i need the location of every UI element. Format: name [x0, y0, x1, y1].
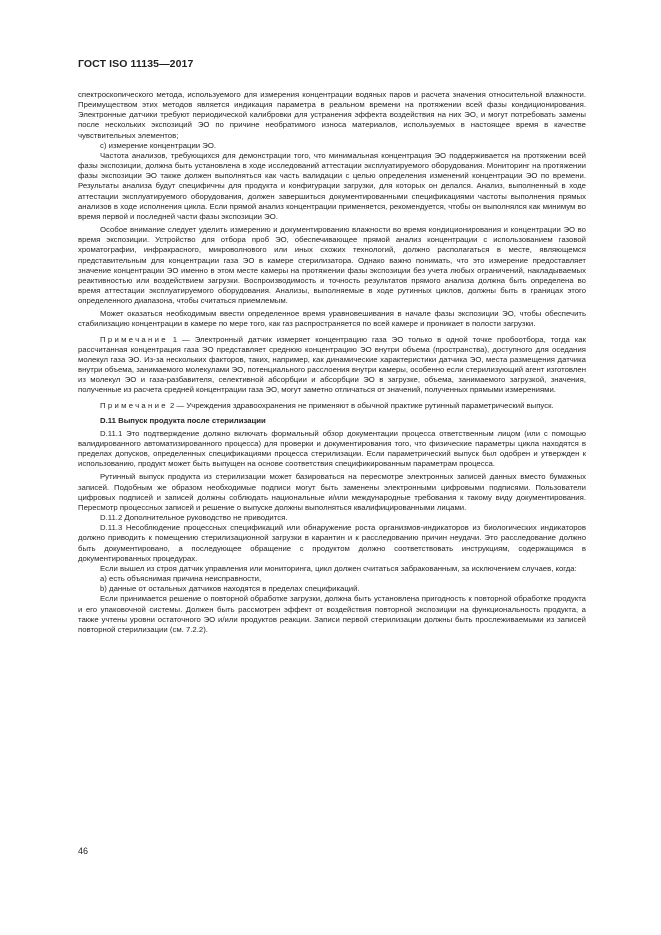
note-text: 2 — Учреждения здравоохранения не применяют в обычной практике рутинный параметрический выпуск.: [167, 400, 554, 410]
list-item: с) измерение концентрации ЭО.: [100, 140, 217, 150]
paragraph: D.11.1 Это подтверждение должно включать формальный обзор документации процесса ответственным лицом (или с помощью валидированного автоматизированного процесса) для проверки и документирования того, что физические параметры цикла находятся в пределах допусков, определенных спецификациями процесса стерилизации. Если параметрический выпуск был одобрен и утвержден к использованию, продукт может быть выпущен на основе соответствия спецификированным параметрам процесса.: [78, 428, 586, 469]
paragraph: Частота анализов, требующихся для демонстрации того, что минимальная концентрация ЭО поддерживается на протяжении всей фазы экспозиции, должна быть установлена в ходе исследований аттестации эксплуатируемого оборудования. Мониторинг на протяжении фазы экспозиции ЭО также должен выполняться как часть валидации с целью определения изменений концентрации ЭО по времени. Результаты анализа будут специфичны для продукта и конфигурации загрузки, для которых он делался. Анализ, выполненный в ходе аттестации эксплуатируемого оборудования, должен завершиться документированными спецификациями частоты выполнения прямых анализов в ходе исполнения цикла. Если прямой анализ концентрации применяется, рекомендуется, чтобы он выполнялся как минимум во время первой и последней части фазы экспозиции ЭО.: [78, 150, 586, 221]
note-2: [78, 401, 586, 411]
note-label: Примечание: [100, 400, 168, 410]
note-label: Примечание: [100, 334, 168, 344]
section-title: D.11 Выпуск продукта после стерилизации: [100, 415, 266, 425]
paragraph: Если вышел из строя датчик управления или мониторинга, цикл должен считаться забракованным, за исключением случаев, когда:: [100, 563, 577, 573]
page-body: [78, 90, 586, 635]
paragraph: Если принимается решение о повторной обработке загрузки, должна быть установлена пригодность к повторной обработке продукта и его упаковочной системы. Должен быть рассмотрен эффект от воздействия повторной экспозиции на функциональность продукта, а также учтены уровни остаточного ЭО и/или продуктов реакции. Записи первой стерилизации должны быть прослеживаемыми из записей повторной стерилизации (см. 7.2.2).: [78, 594, 586, 634]
paragraph: D.11.2 Дополнительное руководство не приводится.: [100, 513, 288, 523]
paragraph: D.11.3 Несоблюдение процессных спецификаций или обнаружение роста организмов-индикаторов из биологических индикаторов должно приводить к помещению стерилизационной загрузки в карантин и к расследованию причин неудачи. Это расследование должно быть документировано, а последующее обращение с продуктом должно соответствовать инструкциям, содержащимся в документированных процедурах.: [78, 523, 586, 563]
page-number: 46: [78, 846, 89, 856]
paragraph: Может оказаться необходимым ввести определенное время уравновешивания в начале фазы экспозиции ЭО, чтобы обеспечить стабилизацию концентрации в камере по мере того, как газ распространяется по всей камере и проникает в полости загрузки.: [78, 309, 586, 329]
note-1: [78, 335, 586, 396]
list-item: а) есть объяснимая причина неисправности,: [100, 574, 262, 584]
paragraph: Особое внимание следует уделить измерению и документированию влажности во время кондиционирования и концентрации ЭО во время экспозиции. Устройство для отбора проб ЭО, обеспечивающее прямой анализ концентрации с использованием газовой хроматографии, инфракрасного, микроволнового или иных схожих технологий, должно располагаться в месте, являющемся представительным для концентрации газа ЭО в камере стерилизатора. Однако важно понимать, что это измерение предоставляет значение концентрации ЭО именно в этом месте камеры на протяжении фазы экспозиции без учета любых ограничений, накладываемых реактивностью или воздействием загрузки. Воспроизводимость и точность результатов прямого анализа должна быть определена во время аттестации эксплуатируемого оборудования. Анализы, выполняемые в ходе рутинных циклов, должны быть в границах этого определенного диапазона, чтобы считаться приемлемым.: [78, 225, 586, 306]
paragraph: спектроскопического метода, используемого для измерения концентрации водяных паров и расчета значения относительной влажности. Преимуществом этих методов является индикация параметра в реальном времени на протяжении всей фазы кондиционирования. Электронные датчики требуют периодической калибровки для устранения эффекта воздействия на них ЭО, и могут потребовать замены после нескольких экспозиций ЭО по причине необратимого износа материалов, используемых в настоящее время в качестве чувствительных элементов;: [78, 90, 586, 140]
note-text: 1 — Электронный датчик измеряет концентрацию газа ЭО только в одной точке пробоотбора, тогда как рассчитанная концентрация газа ЭО представляет среднюю концентрацию ЭО внутри объема (пространства), доступного для оседания молекул газа ЭО. Из-за нескольких факторов, таких, например, как динамические характеристики датчика ЭО, места размещения датчика внутри объема, занимаемого молекулами ЭО, потенциального расслоения внутри камеры, особенно если стерилизующий агент изготовлен из молекул ЭО и газа-разбавителя, селективной абсорбции и абсорбции ЭО в загрузке, объема, занимаемого загрузкой, значения, полученные из расчета средней концентрации газа ЭО, могут заметно отличаться от значений, полученных прямыми измерениями.: [78, 334, 586, 395]
list-item: b) данные от остальных датчиков находятся в пределах спецификаций.: [100, 584, 360, 594]
paragraph: Рутинный выпуск продукта из стерилизации может базироваться на пересмотре электронных записей данных вместо бумажных записей. Подобным же образом необходимые подписи могут быть заменены электронными цифровыми подписями. Пользователи цифровых подписей и записей должны соблюдать национальные и/или международные требования к такому виду документирования. Пересмотр процессных записей и решение о выпуске должны выполняться квалифицированными лицами.: [78, 472, 586, 512]
document-header: ГОСТ ISO 11135—2017: [78, 58, 194, 70]
